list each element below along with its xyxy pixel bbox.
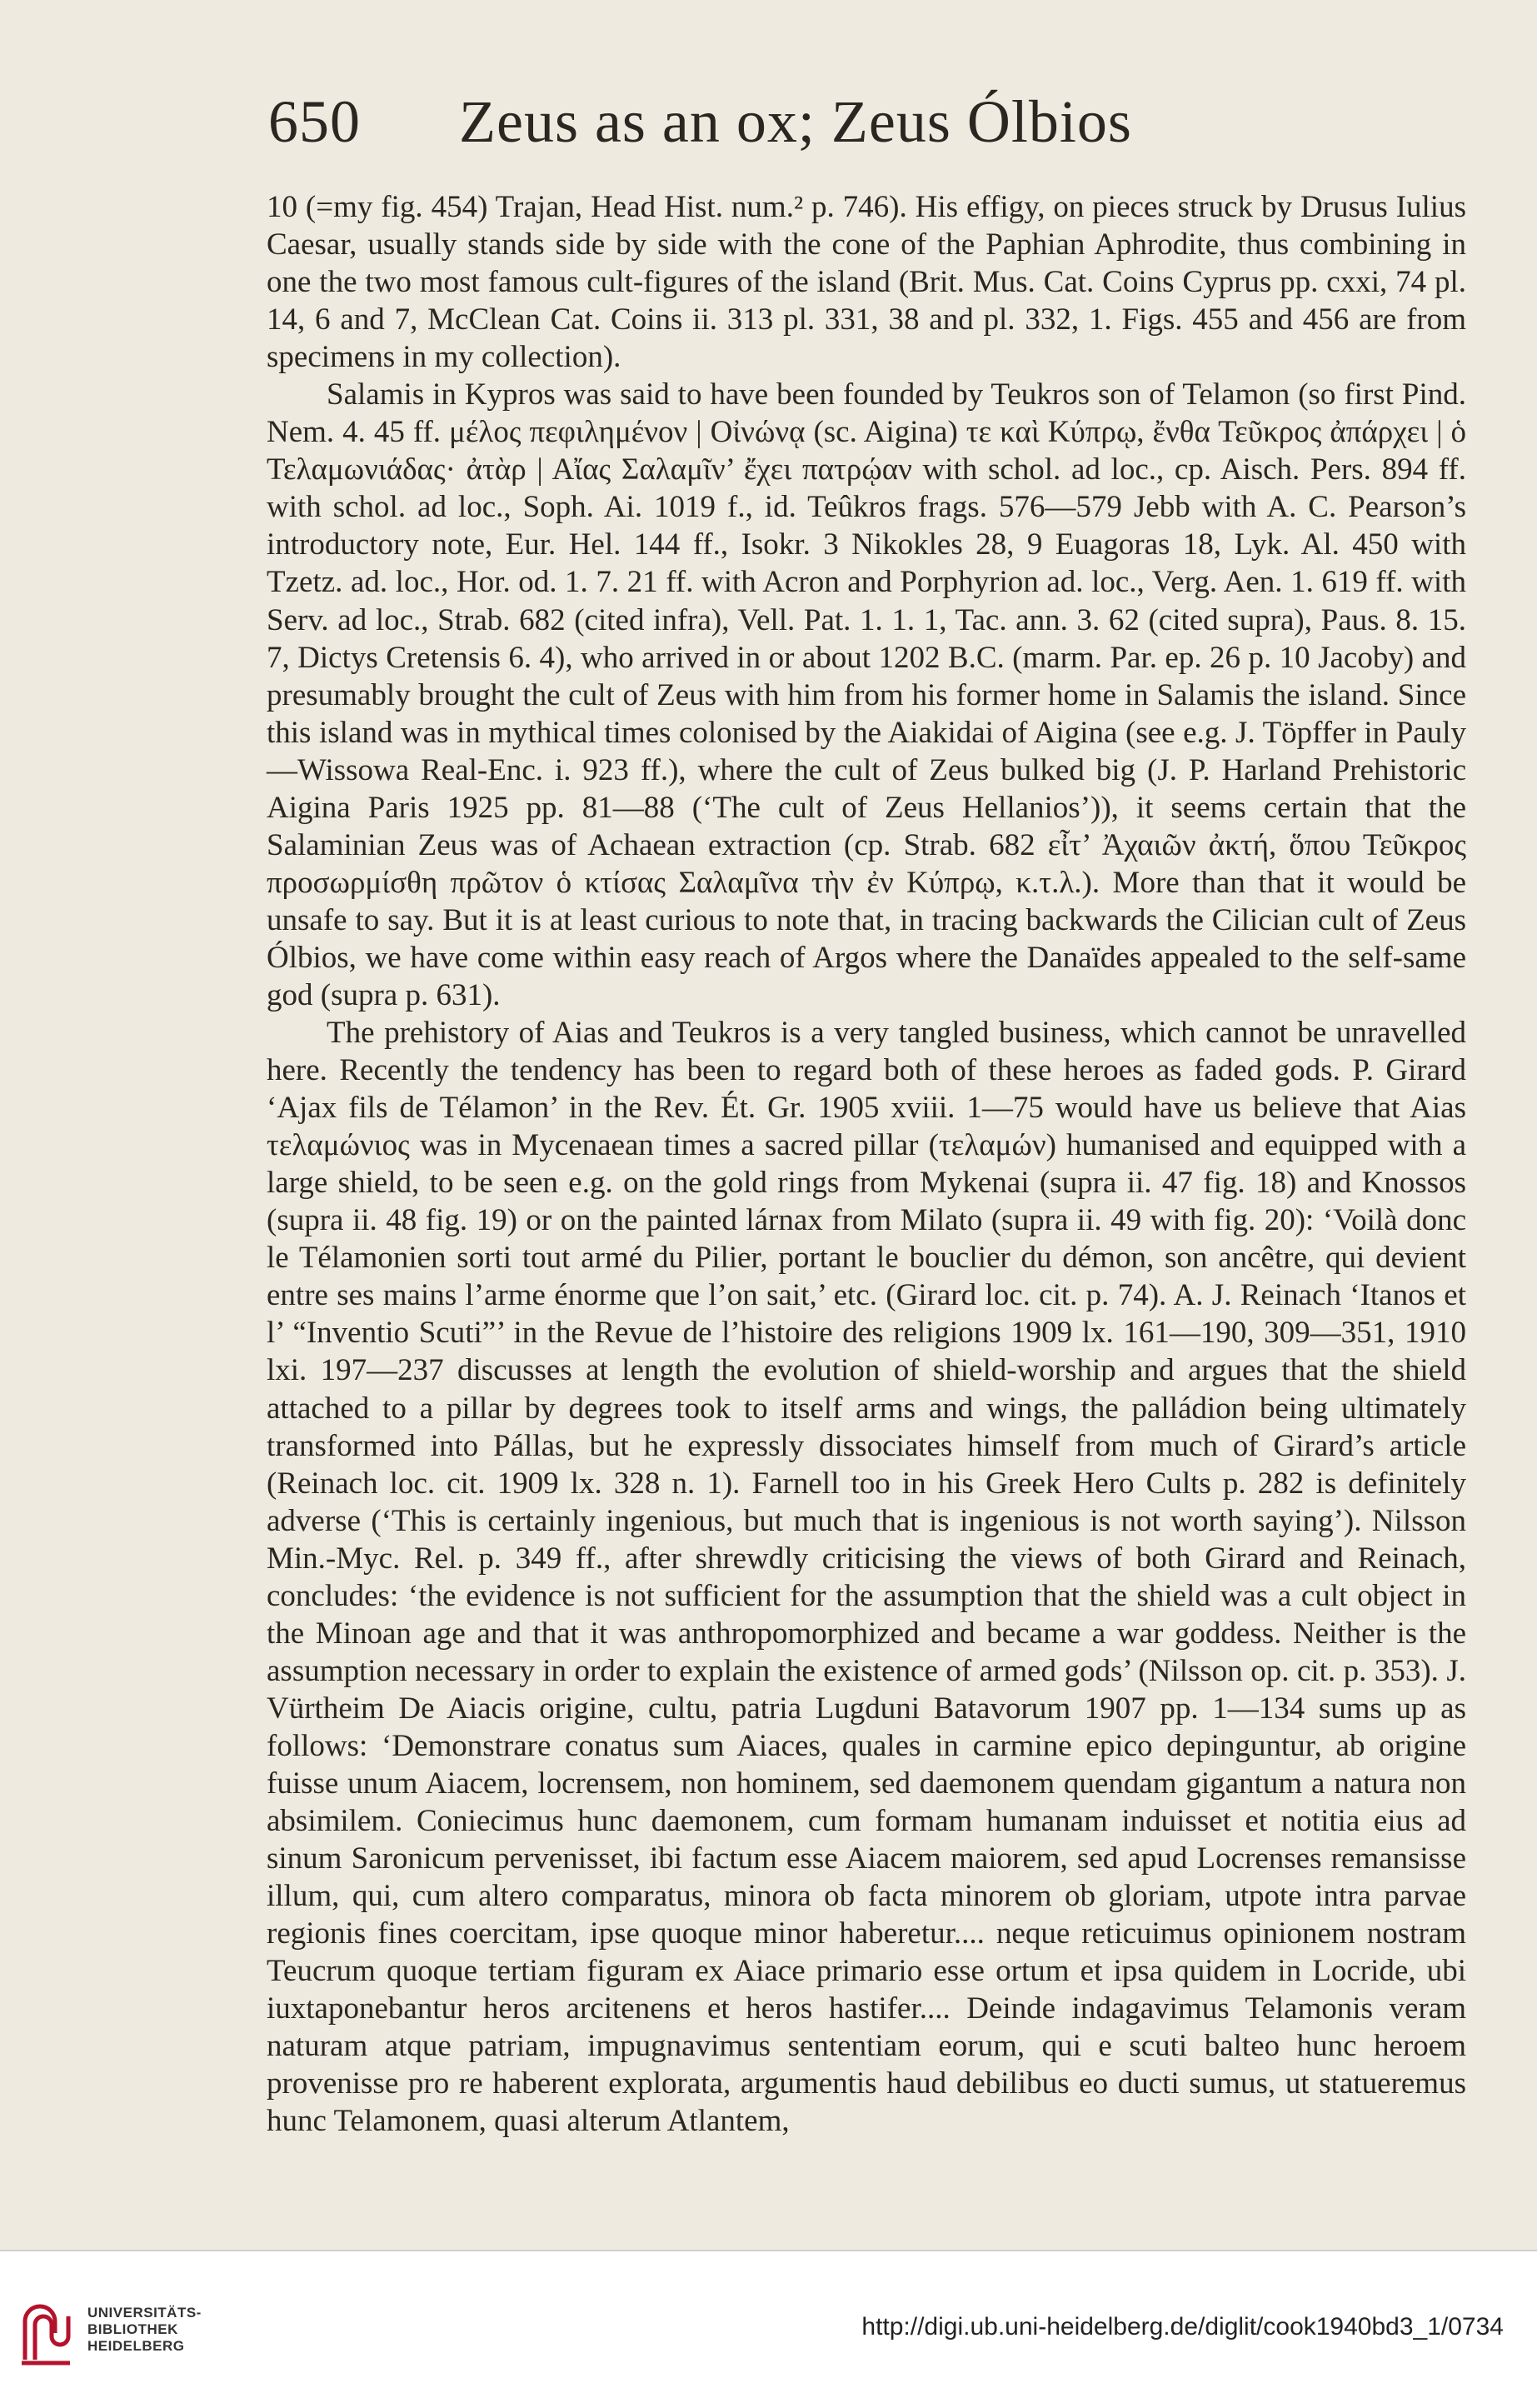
- paragraph-3: The prehistory of Aias and Teukros is a very tangled business, which cannot be unravelled here. Recently the tendency has been to regard both of these heroes as faded gods. P. Girard ‘Ajax fils de Télamon’ in the Rev. Ét. Gr. 1905 xviii. 1—75 would have us believe that Aias τελαμώνιος was in Mycenaean times a sacred pillar (τελαμών) humanised and equipped with a large shield, to be seen e.g. on the gold rings from Mykenai (supra ii. 47 fig. 18) and Knossos (supra ii. 48 fig. 19) or on the painted lárnax from Milato (supra ii. 49 with fig. 20): ‘Voilà donc le Télamonien sorti tout armé du Pilier, portant le bouclier du démon, son ancêtre, qui devient entre ses mains l’arme énorme que l’on sait,’ etc. (Girard loc. cit. p. 74). A. J. Reinach ‘Itanos et l’ “Inventio Scuti”’ in the Revue de l’histoire des religions 1909 lx. 161—190, 309—351, 1910 lxi. 197—237 discusses at length the evolution of shield-worship and argues that the shield attached to a pillar by degrees took to itself arms and wings, the palládion being ultimately transformed into Pállas, but he expressly dissociates himself from much of Girard’s article (Reinach loc. cit. 1909 lx. 328 n. 1). Farnell too in his Greek Hero Cults p. 282 is definitely adverse (‘This is certainly ingenious, but much that is ingenious is not worth saying’). Nilsson Min.-Myc. Rel. p. 349 ff., after shrewdly criticising the views of both Girard and Reinach, concludes: ‘the evidence is not sufficient for the assumption that the shield was a cult object in the Minoan age and that it was anthropomorphized and became a war goddess. Neither is the assumption necessary in order to explain the existence of armed gods’ (Nilsson op. cit. p. 353). J. Vürtheim De Aiacis origine, cultu, patria Lugduni Batavorum 1907 pp. 1—134 sums up as follows: ‘Demonstrare conatus sum Aiaces, quales in carmine epico depinguntur, ab origine fuisse unum Aiacem, locrensem, non hominem, sed daemonem quendam gigantum a natura non absimilem. Coniecimus hunc daemonem, cum formam humanam induisset et notitia eius ad sinum Saronicum pervenisset, ibi factum esse Aiacem maiorem, sed apud Locrenses remansisse illum, qui, cum altero comparatus, minora ob facta minorem ob gloriam, utpote intra parvae regionis fines coercitam, ipse quoque minor haberetur.... neque reticuimus opinionem nostram Teucrum quoque tertiam figuram ex Aiace primario esse ortum et ipsa quidem in Locride, ubi iuxtaponebantur heros arcitenens et heros hastifer.... Deinde indagavimus Telamonis veram naturam atque patriam, impugnavimus sententiam eorum, qui e scuti balteo hunc heroem provenisse pro re haberent explorata, argumentis haud debilibus eo ducti sumus, ut statueremus hunc Telamonem, quasi alterum Atlantem,: [267, 1016, 1466, 2139]
- paragraph-2: Salamis in Kypros was said to have been founded by Teukros son of Telamon (so first Pind. Nem. 4. 45 ff. μέλος πεφιλημένον | Οἰνώνᾳ (sc. Aigina) τε καὶ Κύπρῳ, ἔνθα Τεῦκρος ἀπάρχει | ὁ Τελαμωνιάδας· ἀτὰρ | Αἴας Σαλαμῖν’ ἔχει πατρῴαν with schol. ad loc., cp. Aisch. Pers. 894 ff. with schol. ad loc., Soph. Ai. 1019 f., id. Teûkros frags. 576—579 Jebb with A. C. Pearson’s introductory note, Eur. Hel. 144 ff., Isokr. 3 Nikokles 28, 9 Euagoras 18, Lyk. Al. 450 with Tzetz. ad. loc., Hor. od. 1. 7. 21 ff. with Acron and Porphyrion ad. loc., Verg. Aen. 1. 619 ff. with Serv. ad loc., Strab. 682 (cited infra), Vell. Pat. 1. 1. 1, Tac. ann. 3. 62 (cited supra), Paus. 8. 15. 7, Dictys Cretensis 6. 4), who arrived in or about 1202 B.C. (marm. Par. ep. 26 p. 10 Jacoby) and presumably brought the cult of Zeus with him from his former home in Salamis the island. Since this island was in mythical times colonised by the Aiakidai of Aigina (see e.g. J. Töpffer in Pauly—Wissowa Real-Enc. i. 923 ff.), where the cult of Zeus bulked big (J. P. Harland Prehistoric Aigina Paris 1925 pp. 81—88 (‘The cult of Zeus Hellanios’)), it seems certain that the Salaminian Zeus was of Achaean extraction (cp. Strab. 682 εἶτ’ Ἀχαιῶν ἀκτή, ὅπου Τεῦκρος προσωρμίσθη πρῶτον ὁ κτίσας Σαλαμῖνα τὴν ἐν Κύπρῳ, κ.τ.λ.). More than that it would be unsafe to say. But it is at least curious to note that, in tracing backwards the Cilician cult of Zeus Ólbios, we have come within easy reach of Argos where the Danaïdes appealed to the self-same god (supra p. 631).: [267, 377, 1466, 1012]
- paragraph-1: 10 (=my fig. 454) Trajan, Head Hist. num.² p. 746). His effigy, on pieces struck by Drusus Iulius Caesar, usually stands side by side with the cone of the Paphian Aphrodite, thus combining in one the two most famous cult-figures of the island (Brit. Mus. Cat. Coins Cyprus pp. cxxi, 74 pl. 14, 6 and 7, McClean Cat. Coins ii. 313 pl. 331, 38 and pl. 332, 1. Figs. 455 and 456 are from specimens in my collection).: [267, 190, 1466, 375]
- body-text: [267, 188, 1466, 2140]
- running-title: Zeus as an ox; Zeus Ólbios: [459, 88, 1132, 155]
- viewer-footer: [0, 2250, 1537, 2408]
- page-header: [268, 87, 1132, 157]
- permalink-url[interactable]: http://digi.ub.uni-heidelberg.de/diglit/cook1940bd3_1/0734: [861, 2313, 1504, 2341]
- page-number: 650: [268, 88, 361, 155]
- library-logo-icon: [18, 2300, 77, 2366]
- library-name: UNIVERSITÄTS- BIBLIOTHEK HEIDELBERG: [87, 2305, 202, 2354]
